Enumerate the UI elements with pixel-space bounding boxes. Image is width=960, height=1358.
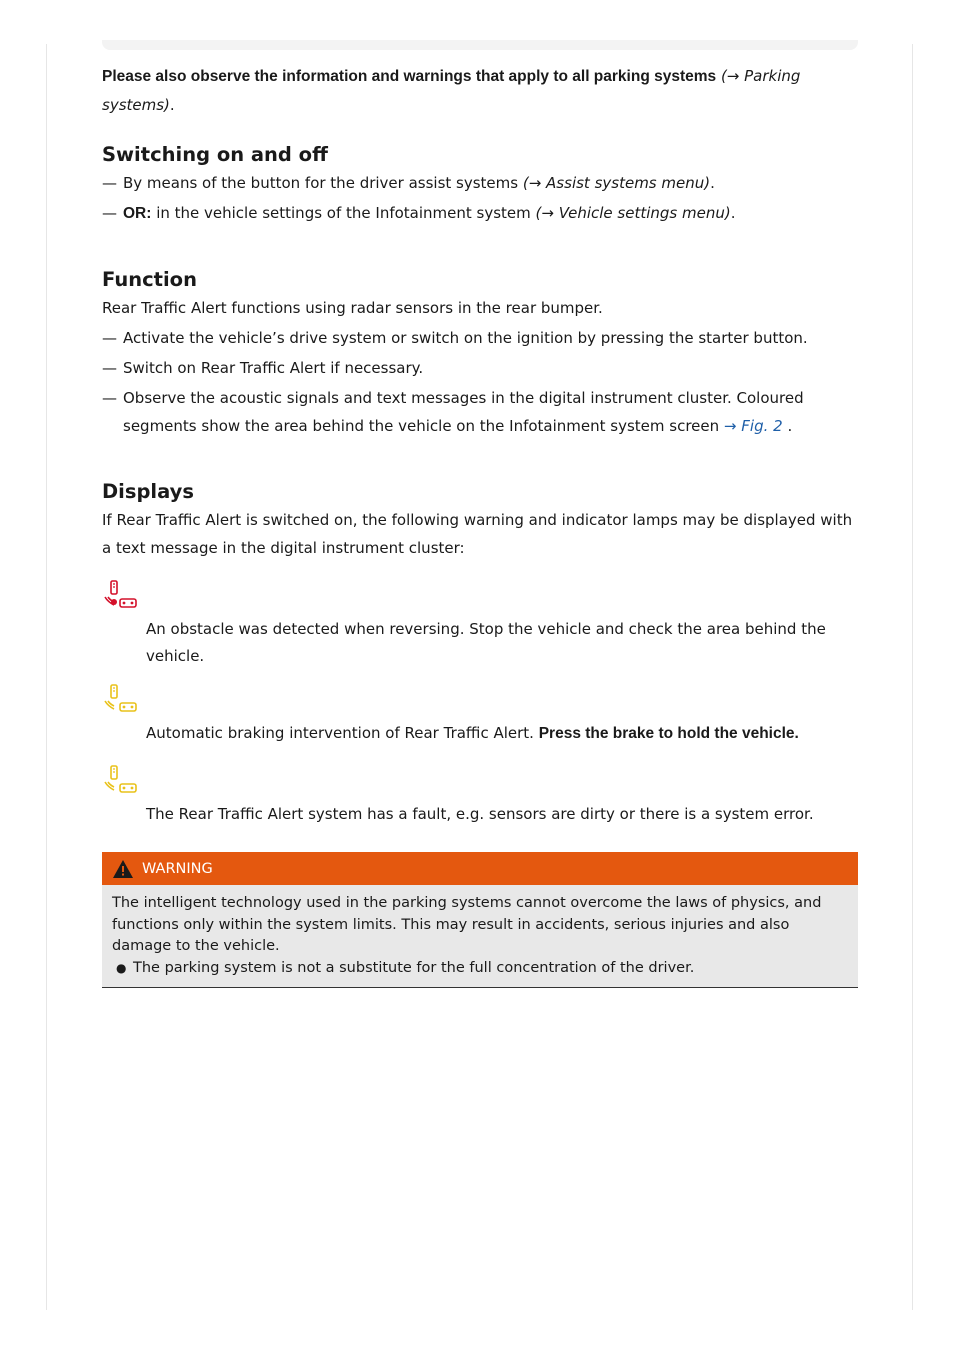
- lamp-yellow-row-1: [102, 684, 862, 718]
- step-dash: —: [102, 329, 117, 347]
- fig-2-link[interactable]: [724, 417, 783, 435]
- previous-box-end: [102, 40, 858, 50]
- parking-systems-reference[interactable]: (→ Parking: [720, 67, 801, 85]
- step-dash: —: [102, 389, 117, 407]
- page-content: [102, 62, 862, 988]
- function-heading: Function: [102, 268, 197, 291]
- step-period: .: [782, 417, 793, 435]
- intro-period: .: [169, 96, 175, 114]
- vehicle-settings-menu-reference[interactable]: (→ Vehicle settings menu): [535, 204, 731, 222]
- switching-step-1-text: By means of the button for the driver assist systems: [123, 174, 523, 192]
- rear-traffic-alert-yellow-icon: [102, 765, 138, 795]
- step-dash: —: [102, 359, 117, 377]
- lamp-yellow-row-2: [102, 765, 862, 799]
- warning-triangle-icon: [112, 859, 134, 879]
- switching-heading: Switching on and off: [102, 143, 328, 166]
- arrow-icon: →: [723, 417, 737, 435]
- function-step-3: [102, 384, 862, 440]
- intro-bold-text: Please also observe the information and warnings that apply to all parking systems: [102, 68, 717, 85]
- function-step-1: [102, 324, 862, 352]
- lamp-red-description: An obstacle was detected when reversing. Stop the vehicle and check the area behind the vehicle.: [146, 620, 826, 665]
- step-dash: —: [102, 174, 117, 192]
- function-step-2-text: Switch on Rear Traffic Alert if necessary.: [123, 359, 424, 377]
- warning-text: The intelligent technology used in the parking systems cannot overcome the laws of physics, and functions only within the system limits. This may result in accidents, serious injuries and also damage to the vehicle.: [112, 895, 822, 954]
- lamp-yellow-2-description: The Rear Traffic Alert system has a fault, e.g. sensors are dirty or there is a system error.: [146, 805, 814, 823]
- switching-step-2: [102, 199, 862, 228]
- bullet-dot-icon: ●: [116, 960, 127, 975]
- parking-systems-reference-cont[interactable]: systems): [102, 96, 170, 114]
- rear-traffic-alert-red-icon: [102, 580, 138, 610]
- or-label: OR:: [123, 205, 152, 222]
- page-margin-right: [912, 44, 913, 1310]
- warning-bullet: [112, 958, 846, 980]
- lamp-red-row: [102, 580, 862, 614]
- lamp-yellow-1-bold: Press the brake to hold the vehicle.: [538, 725, 799, 742]
- displays-heading: Displays: [102, 480, 194, 503]
- warning-bullet-text: The parking system is not a substitute for the full concentration of the driver.: [133, 959, 695, 976]
- function-step-3-text: Observe the acoustic signals and text messages in the digital instrument cluster. Coloured segments show the area behind the vehicle on the Infotainment system screen: [123, 389, 804, 435]
- assist-systems-menu-reference[interactable]: (→ Assist systems menu): [522, 174, 711, 192]
- warning-body: [102, 885, 858, 988]
- fig-2-label: Fig. 2: [741, 417, 783, 435]
- lamp-yellow-text-2: [146, 801, 862, 828]
- function-step-2: [102, 354, 862, 382]
- function-text: Rear Traffic Alert functions using radar sensors in the rear bumper.: [102, 299, 603, 317]
- switching-step-1: [102, 169, 862, 197]
- lamp-yellow-1-description: Automatic braking intervention of Rear Traffic Alert.: [146, 724, 539, 742]
- warning-header: [102, 852, 858, 885]
- rear-traffic-alert-yellow-icon: [102, 684, 138, 714]
- lamp-red-text: [146, 616, 862, 670]
- step-period: .: [710, 174, 715, 192]
- function-step-1-text: Activate the vehicle’s drive system or switch on the ignition by pressing the starter button.: [123, 329, 808, 347]
- step-period: .: [730, 204, 736, 222]
- step-dash: —: [102, 204, 117, 222]
- lamp-yellow-text-1: [146, 720, 862, 747]
- warning-box: [102, 852, 858, 988]
- warning-title: WARNING: [142, 860, 213, 877]
- intro-paragraph: [102, 62, 862, 119]
- page-margin-left: [46, 44, 47, 1310]
- displays-text: If Rear Traffic Alert is switched on, the following warning and indicator lamps may be displayed with a text message in the digital instrument cluster:: [102, 511, 853, 557]
- switching-step-2-text: in the vehicle settings of the Infotainment system: [151, 204, 536, 222]
